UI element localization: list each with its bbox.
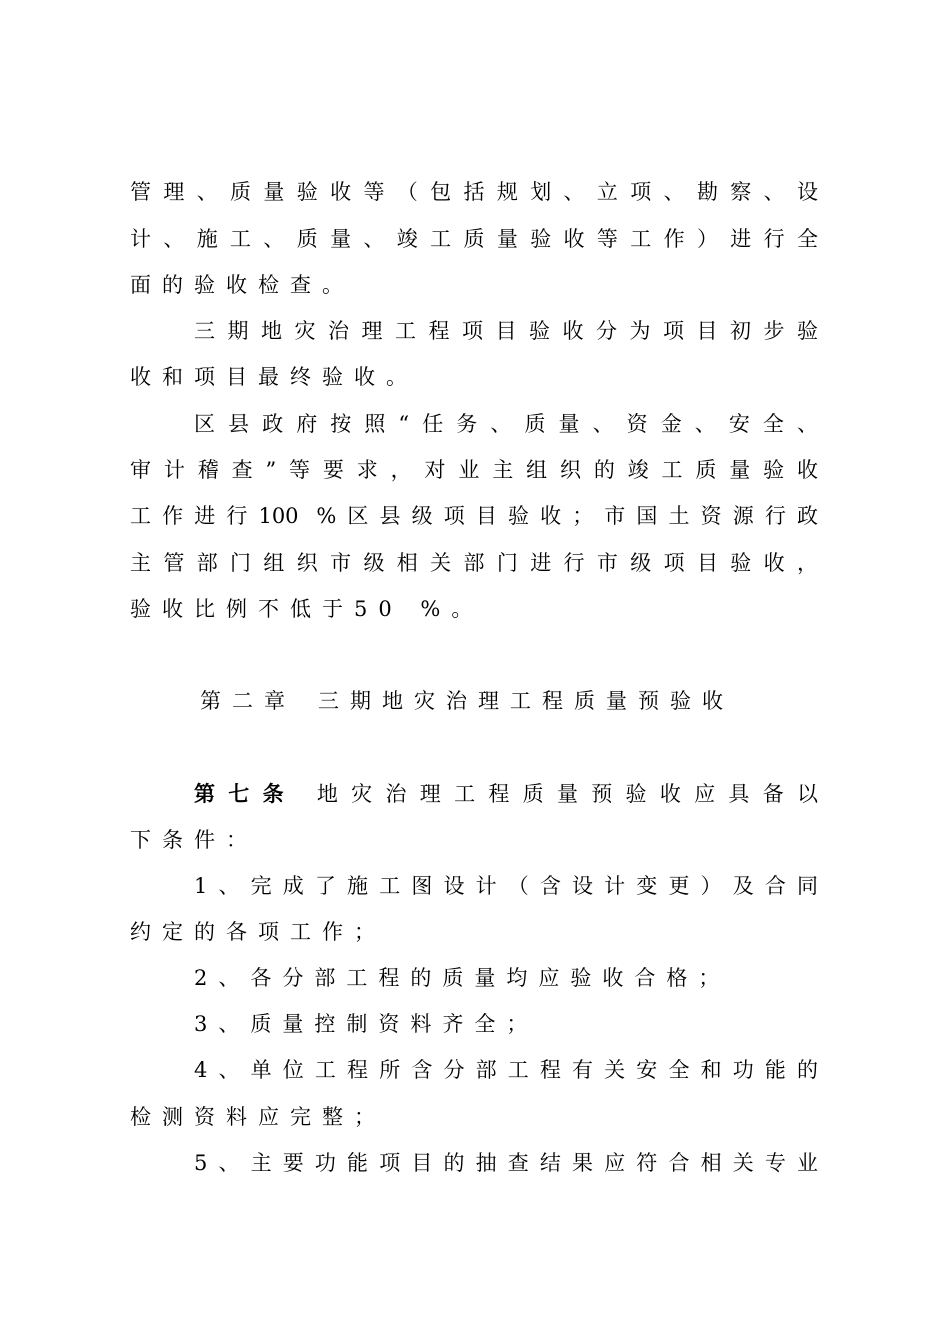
text-line: 区县政府按照“任务、质量、资金、安全、 xyxy=(194,412,818,436)
text-line: 面的验收检查。 xyxy=(130,273,354,297)
text-line: 检测资料应完整； xyxy=(130,1105,386,1129)
chapter-number: 第二章 xyxy=(200,689,296,713)
chapter-title: 三期地灾治理工程质量预验收 xyxy=(318,689,734,713)
text-line: 三期地灾治理工程项目验收分为项目初步验 xyxy=(194,319,818,343)
list-item: 1、完成了施工图设计（含设计变更）及合同 xyxy=(194,874,818,898)
chapter-heading xyxy=(200,686,734,716)
list-item: 2、各分部工程的质量均应验收合格； xyxy=(194,966,731,990)
text-line: 工作进行100 %区县级项目验收；市国土资源行政 xyxy=(130,504,818,528)
article-line xyxy=(194,779,818,809)
list-item: 4、单位工程所含分部工程有关安全和功能的 xyxy=(194,1058,818,1082)
text-line: 下条件： xyxy=(130,828,258,852)
list-item: 3、质量控制资料齐全； xyxy=(194,1012,539,1036)
text-line: 验收比例不低于50 %。 xyxy=(130,597,484,621)
article-label: 第七条 xyxy=(194,781,297,806)
text-line: 约定的各项工作； xyxy=(130,920,386,944)
text-line: 审计稽查”等要求，对业主组织的竣工质量验收 xyxy=(130,458,818,482)
list-item: 5、主要功能项目的抽查结果应符合相关专业 xyxy=(194,1151,818,1175)
text-line: 计、施工、质量、竣工质量验收等工作）进行全 xyxy=(130,227,818,251)
text-line: 主管部门组织市级相关部门进行市级项目验收， xyxy=(130,551,818,575)
article-text: 地灾治理工程质量预验收应具备以 xyxy=(316,782,819,806)
text-line: 管理、质量验收等（包括规划、立项、勘察、设 xyxy=(130,180,818,204)
text-line: 收和项目最终验收。 xyxy=(130,365,418,389)
